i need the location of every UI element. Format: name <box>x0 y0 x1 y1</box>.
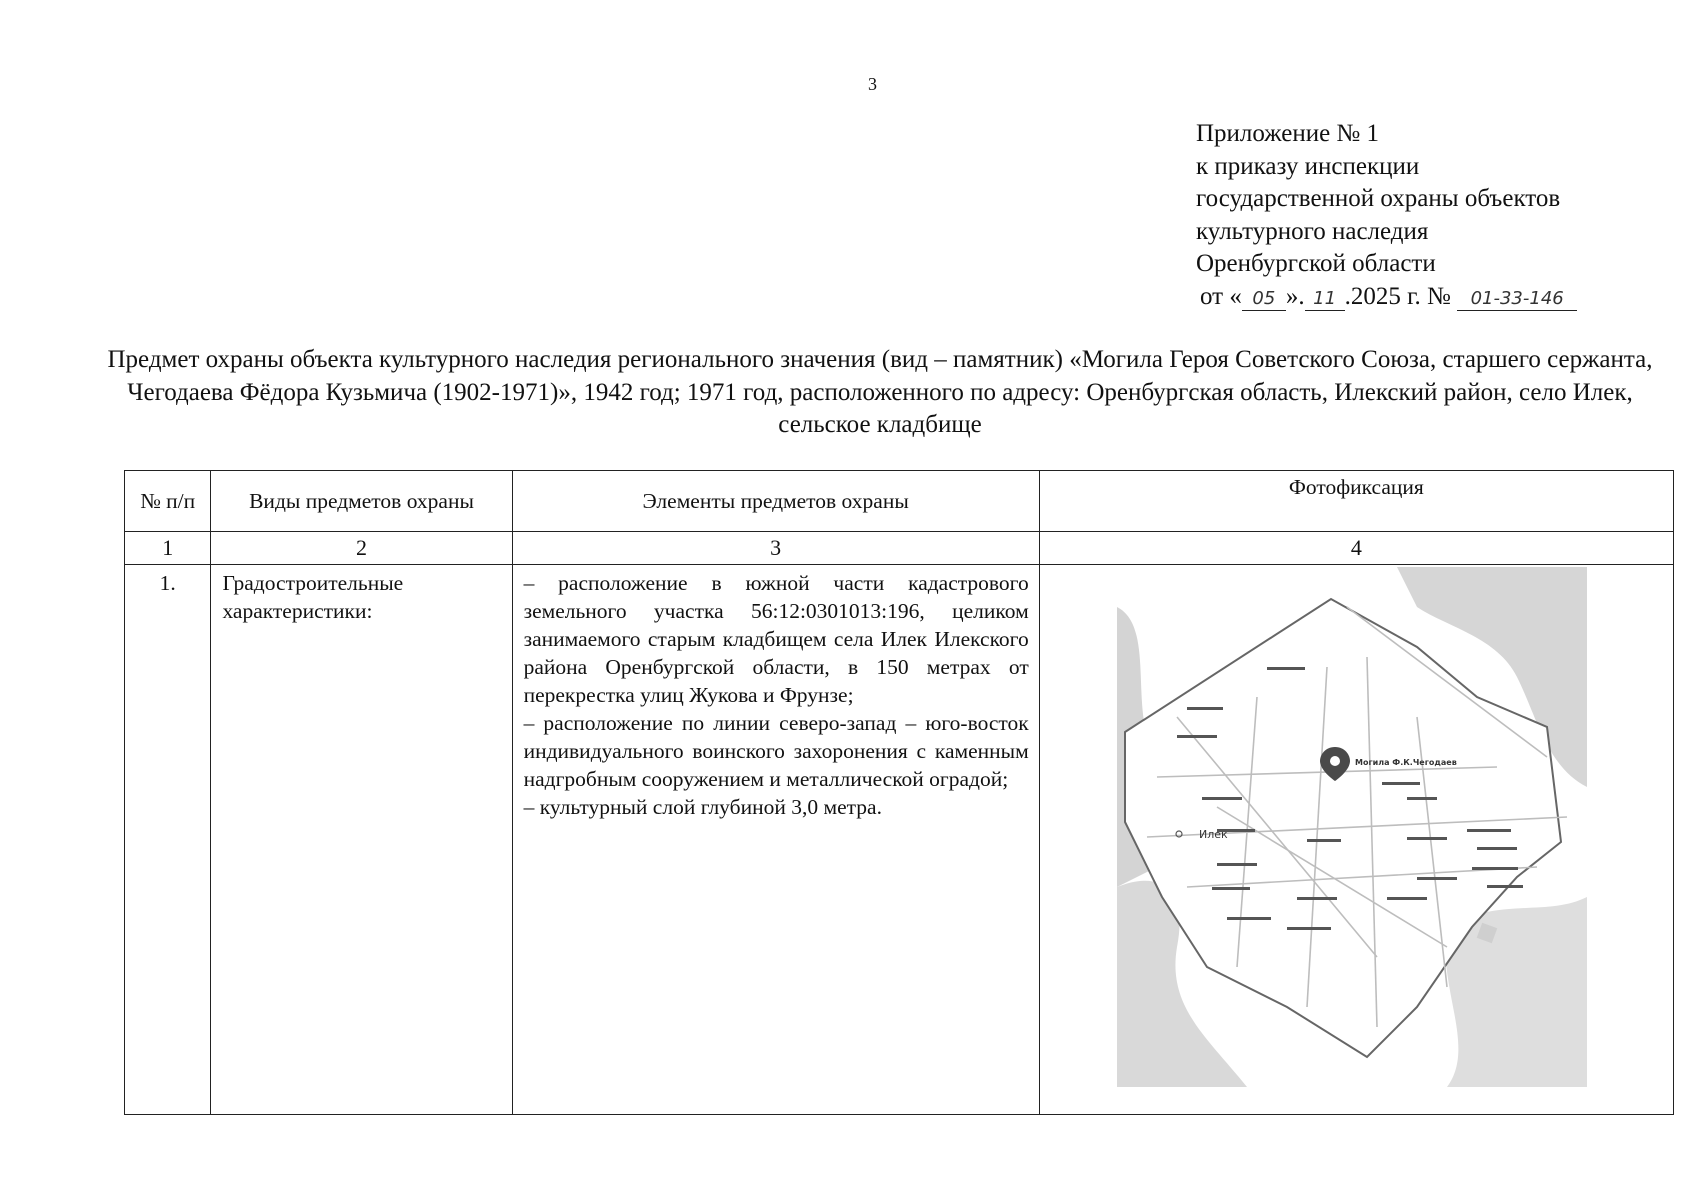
date-month: 11 <box>1305 288 1345 311</box>
column-number-row <box>125 532 1674 565</box>
date-year: .2025 г. № <box>1344 282 1451 310</box>
column-number: 2 <box>211 532 512 565</box>
row-elements <box>512 565 1039 1115</box>
order-number: 01-33-146 <box>1457 288 1577 311</box>
element-item: – расположение в южной части кадастрового земельного участка 56:12:0301013:196, целиком занимаемого старым кладбищем села Илек Илекского района Оренбургской области, в 150 метрах от перекрестка улиц Жукова и Фрунзе; <box>523 571 1029 707</box>
village-label: Илек <box>1198 828 1228 841</box>
date-prefix: от « <box>1200 282 1242 310</box>
header-num: № п/п <box>125 471 211 532</box>
header-elements: Элементы предметов охраны <box>512 471 1039 532</box>
header-photo: Фотофиксация <box>1039 471 1673 532</box>
element-item: – расположение по линии северо-запад – юго-восток индивидуального воинского захоронения с каменным надгробным сооружением и металлической оградой; <box>523 711 1029 791</box>
appendix-line-3: государственной охраны объектов <box>1196 185 1561 212</box>
marker-label: Могила Ф.К.Чегодаев <box>1354 758 1457 767</box>
location-map <box>1117 567 1587 1087</box>
appendix-line-5: Оренбургской области <box>1196 250 1436 277</box>
table-row <box>125 565 1674 1115</box>
column-number: 4 <box>1039 532 1673 565</box>
photo-cell <box>1039 565 1673 1115</box>
protection-table <box>124 470 1674 1115</box>
column-number: 1 <box>125 532 211 565</box>
appendix-block <box>1196 118 1577 313</box>
date-sep: ». <box>1285 282 1305 310</box>
date-day: 05 <box>1242 288 1286 311</box>
appendix-line-4: культурного наследия <box>1196 217 1429 245</box>
appendix-line-1: Приложение № 1 <box>1196 120 1380 147</box>
page-number: 3 <box>868 74 877 94</box>
table-header-row <box>125 471 1674 532</box>
column-number: 3 <box>512 532 1039 565</box>
row-number: 1. <box>125 565 211 1115</box>
element-item: – культурный слой глубиной 3,0 метра. <box>523 795 882 819</box>
document-title: Предмет охраны объекта культурного наследия регионального значения (вид – памятник) «Могила Героя Советского Союза, старшего сержанта, Чегодаева Фёдора Кузьмича (1902-1971)», 1942 год; 1971 год, расположенного по адресу: Оренбургская область, Илекский район, село Илек, сельское кладбище <box>107 346 1653 438</box>
appendix-date-line <box>1200 281 1577 314</box>
header-types: Виды предметов охраны <box>211 471 512 532</box>
appendix-line-2: к приказу инспекции <box>1196 152 1420 180</box>
row-type: Градостроительные характеристики: <box>211 565 512 1115</box>
